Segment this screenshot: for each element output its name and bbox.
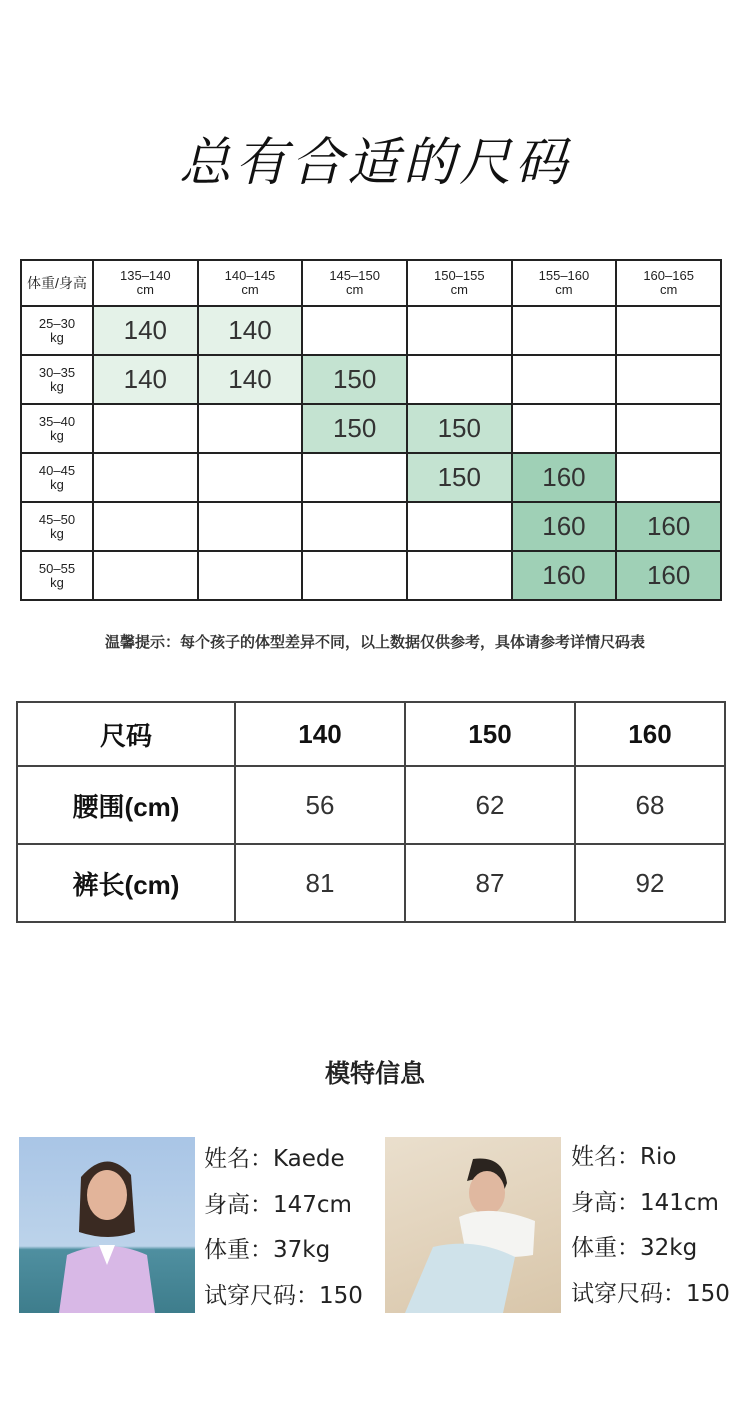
model-name: 姓名：Rio (571, 1144, 677, 1170)
grid-cell: 150 (302, 355, 407, 404)
measurement-header-row (17, 702, 725, 766)
table-cell: 87 (405, 844, 575, 922)
weight-row-label: 25–30 kg (21, 306, 93, 355)
grid-cell (198, 404, 303, 453)
table-cell: 62 (405, 766, 575, 844)
weight-row-label: 35–40 kg (21, 404, 93, 453)
model-illustration (385, 1137, 561, 1313)
grid-cell (407, 306, 512, 355)
grid-cell: 160 (616, 502, 721, 551)
grid-cell: 160 (512, 551, 617, 600)
grid-cell (198, 551, 303, 600)
grid-cell: 150 (407, 404, 512, 453)
grid-cell: 150 (302, 404, 407, 453)
grid-cell (616, 355, 721, 404)
size-recommendation-grid (20, 259, 722, 601)
height-col-3: 145–150 cm (302, 260, 407, 306)
grid-cell (407, 355, 512, 404)
measurement-table (16, 701, 726, 923)
models-section-title: 模特信息 (324, 1059, 425, 1088)
grid-row (21, 306, 721, 355)
grid-cell (512, 306, 617, 355)
grid-cell: 160 (512, 453, 617, 502)
grid-cell (93, 502, 198, 551)
header-160: 160 (575, 702, 725, 766)
model-name: 姓名：Kaede (204, 1146, 345, 1172)
grid-cell: 140 (198, 306, 303, 355)
grid-cell (198, 502, 303, 551)
grid-cell (512, 404, 617, 453)
table-cell: 92 (575, 844, 725, 922)
grid-row (21, 355, 721, 404)
grid-cell (302, 551, 407, 600)
model-illustration (19, 1137, 195, 1313)
grid-cell (616, 453, 721, 502)
measurement-row-length (17, 844, 725, 922)
grid-cell (407, 551, 512, 600)
grid-cell (407, 502, 512, 551)
model-trial-size: 试穿尺码：150 (571, 1280, 730, 1307)
model-height: 身高：141cm (571, 1189, 719, 1216)
header-150: 150 (405, 702, 575, 766)
grid-cell (93, 453, 198, 502)
weight-row-label: 45–50 kg (21, 502, 93, 551)
row-label: 腰围(cm) (17, 766, 235, 844)
size-tip-note: 温馨提示：每个孩子的体型差异不同，以上数据仅供参考，具体请参考详情尺码表 (104, 633, 645, 651)
grid-cell (93, 551, 198, 600)
measurement-row-waist (17, 766, 725, 844)
grid-cell (93, 404, 198, 453)
header-140: 140 (235, 702, 405, 766)
model-photo-rio (385, 1137, 561, 1313)
model-info-rio (571, 1135, 730, 1317)
model-weight: 体重：32kg (571, 1235, 698, 1261)
page-title: 总有合适的尺码 (178, 133, 571, 193)
grid-cell: 140 (198, 355, 303, 404)
height-col-6: 160–165 cm (616, 260, 721, 306)
grid-cell (302, 502, 407, 551)
grid-cell: 140 (93, 306, 198, 355)
row-label: 裤长(cm) (17, 844, 235, 922)
header-size: 尺码 (17, 702, 235, 766)
weight-row-label: 50–55 kg (21, 551, 93, 600)
height-col-1: 135–140 cm (93, 260, 198, 306)
grid-header-row (21, 260, 721, 306)
grid-cell (616, 306, 721, 355)
model-photo-kaede (19, 1137, 195, 1313)
model-info-kaede (204, 1137, 363, 1319)
grid-cell: 160 (512, 502, 617, 551)
height-col-5: 155–160 cm (512, 260, 617, 306)
grid-cell (302, 453, 407, 502)
grid-cell (198, 453, 303, 502)
grid-cell: 140 (93, 355, 198, 404)
grid-row (21, 453, 721, 502)
model-weight: 体重：37kg (204, 1237, 331, 1263)
model-height: 身高：147cm (204, 1191, 352, 1218)
grid-row (21, 404, 721, 453)
grid-row (21, 502, 721, 551)
height-col-2: 140–145 cm (198, 260, 303, 306)
height-col-4: 150–155 cm (407, 260, 512, 306)
grid-cell: 160 (616, 551, 721, 600)
grid-corner-label: 体重/身高 (21, 260, 93, 306)
grid-cell (512, 355, 617, 404)
grid-cell (616, 404, 721, 453)
weight-row-label: 30–35 kg (21, 355, 93, 404)
table-cell: 56 (235, 766, 405, 844)
table-cell: 81 (235, 844, 405, 922)
grid-cell (302, 306, 407, 355)
model-trial-size: 试穿尺码：150 (204, 1282, 363, 1309)
grid-cell: 150 (407, 453, 512, 502)
table-cell: 68 (575, 766, 725, 844)
weight-row-label: 40–45 kg (21, 453, 93, 502)
grid-row (21, 551, 721, 600)
